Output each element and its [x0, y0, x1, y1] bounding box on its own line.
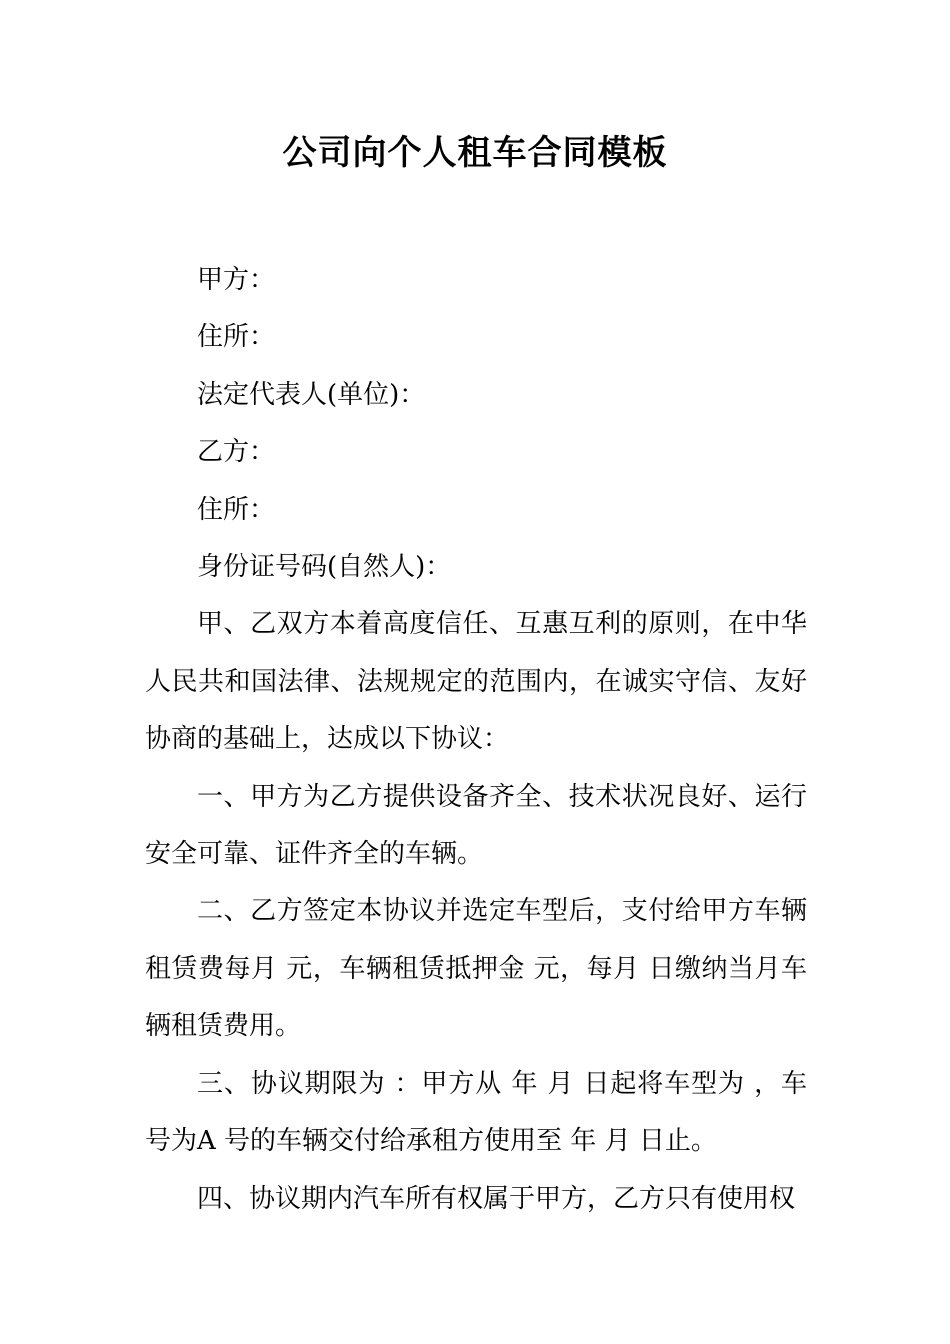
clause-2: 二、乙方签定本协议并选定车型后，支付给甲方车辆租赁费每月 元，车辆租赁抵押金 元，每月 日缴纳当月车辆租赁费用。 [145, 896, 807, 1042]
clause-4: 四、协议期内汽车所有权属于甲方，乙方只有使用权 [197, 1183, 796, 1214]
document-body [145, 252, 807, 1228]
legal-representative-line: 法定代表人(单位)： [197, 379, 426, 410]
party-b-address-line: 住所： [197, 494, 276, 525]
preamble-paragraph: 甲、乙双方本着高度信任、互惠互利的原则，在中华人民共和国法律、法规规定的范围内，在诚实守信、友好协商的基础上，达成以下协议： [145, 609, 807, 755]
id-number-line: 身份证号码(自然人)： [197, 552, 452, 583]
document-title: 公司向个人租车合同模板 [282, 133, 668, 173]
party-a-address-line: 住所： [197, 322, 276, 353]
party-b-line: 乙方： [197, 437, 276, 468]
clause-3: 三、协议期限为 ：甲方从 年 月 日起将车型为 ，车号为A 号的车辆交付给承租方使用至 年 月 日止。 [145, 1068, 807, 1157]
party-a-line: 甲方： [197, 265, 276, 295]
clause-1: 一、甲方为乙方提供设备齐全、技术状况良好、运行安全可靠、证件齐全的车辆。 [145, 781, 807, 870]
